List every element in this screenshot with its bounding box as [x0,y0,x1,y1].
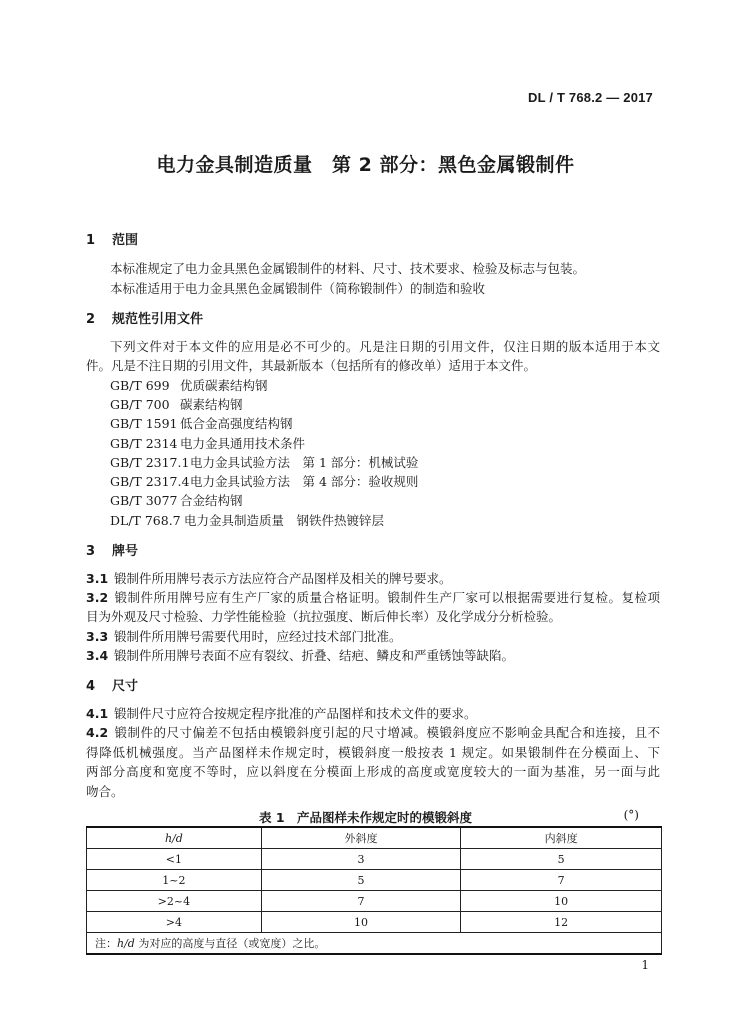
table-title: 表 1 产品图样未作规定时的模锻斜度 [258,810,473,825]
clause-number: 4.1 [86,706,109,721]
reference-name: 低合金高强度结构钢 [180,416,293,431]
reference-name: 电力金具试验方法 第 4 部分：验收规则 [190,474,419,489]
table-cell: 12 [461,912,662,933]
reference-item [110,414,293,432]
reference-code: GB/T 1591 [110,416,178,431]
section-number: 4 [86,679,96,694]
reference-item [110,434,305,452]
page-number: 1 [641,958,649,972]
table-header-row [87,827,662,849]
section-4-heading [86,675,138,694]
table-note-row [87,933,662,955]
clause-text: 锻制件尺寸应符合按规定程序批准的产品图样和技术文件的要求。 [113,706,477,721]
section-number: 2 [86,312,96,327]
reference-name: 碳素结构钢 [180,397,243,412]
reference-name: 合金结构钢 [180,493,243,508]
clause-3-4 [86,646,514,664]
paragraph-line: 本标准适用于电力金具黑色金属锻制件（简称锻制件）的制造和验收 [110,281,486,296]
clause-text-continued: 得降低机械强度。当产品图样未作规定时，模锻斜度一般按表 1 规定。如果锻制件在分模面上、下 [86,745,660,760]
table-cell: 1~2 [87,870,262,891]
standard-code: DL / T 768.2 — 2017 [528,90,653,105]
section-title: 牌号 [112,544,139,559]
table-cell: 7 [261,891,461,912]
table-cell: 10 [261,912,461,933]
paragraph-line: 件。凡是不注日期的引用文件，其最新版本（包括所有的修改单）适用于本文件。 [86,358,537,373]
note-text: 为对应的高度与直径（或宽度）之比。 [134,937,326,950]
table-row [87,891,662,912]
clause-3-1 [86,569,452,587]
column-header: 外斜度 [261,827,461,849]
table-cell: >2~4 [87,891,262,912]
section-3-heading [86,540,138,559]
note-prefix: 注： [95,937,117,950]
reference-name: 电力金具试验方法 第 1 部分：机械试验 [190,455,419,470]
section-title: 规范性引用文件 [112,312,204,327]
clause-text: 锻制件所用牌号表示方法应符合产品图样及相关的牌号要求。 [113,571,452,586]
clause-number: 3.1 [86,571,109,586]
section-number: 1 [86,233,96,248]
reference-name: 优质碳素结构钢 [180,378,268,393]
clause-text-continued: 目为外观及尺寸检验、力学性能检验（抗拉强度、断后伸长率）及化学成分分析检验。 [86,609,562,624]
table-cell: 10 [461,891,662,912]
section-title: 范围 [112,233,139,248]
draft-angle-table [86,826,662,955]
clause-4-1 [86,704,477,722]
reference-item [110,511,384,529]
column-header: 内斜度 [461,827,662,849]
paragraph-line: 本标准规定了电力金具黑色金属锻制件的材料、尺寸、技术要求、检验及标志与包装。 [110,261,586,276]
reference-code: GB/T 2317.4 [110,474,190,489]
table-row [87,912,662,933]
table-cell: >4 [87,912,262,933]
reference-code: GB/T 2317.1 [110,455,190,470]
clause-text: 锻制件所用牌号需要代用时，应经过技术部门批准。 [113,629,402,644]
note-variable: h/d [117,937,135,950]
clause-number: 3.2 [86,590,109,605]
clause-text-continued: 两部分高度和宽度不等时，应以斜度在分模面上形成的高度或宽度较大的一面为基准，另一面与此 [86,764,660,779]
clause-3-2 [86,588,660,606]
clause-3-3 [86,627,402,645]
reference-code: GB/T 2314 [110,436,178,451]
reference-item [110,395,243,413]
clause-text: 锻制件所用牌号表面不应有裂纹、折叠、结疤、鳞皮和严重锈蚀等缺陷。 [113,648,514,663]
table-row [87,870,662,891]
reference-item [110,472,418,490]
table-cell: <1 [87,849,262,870]
reference-item [110,376,268,394]
table-cell: 5 [261,870,461,891]
reference-name: 电力金具通用技术条件 [180,436,306,451]
section-1-heading [86,229,138,248]
table-row [87,849,662,870]
reference-code: GB/T 3077 [110,493,178,508]
reference-item [110,491,243,509]
reference-item [110,453,418,471]
clause-number: 3.4 [86,648,109,663]
clause-number: 3.3 [86,629,109,644]
clause-number: 4.2 [86,725,109,740]
clause-text-continued: 吻合。 [86,784,124,799]
section-2-heading [86,308,203,327]
table-unit: (°) [623,808,639,822]
section-number: 3 [86,544,96,559]
document-title: 电力金具制造质量 第 2 部分：黑色金属锻制件 [156,154,575,176]
reference-name: 电力金具制造质量 钢铁件热镀锌层 [184,513,385,528]
clause-text: 锻制件的尺寸偏差不包括由模锻斜度引起的尺寸增减。模锻斜度应不影响金具配合和连接，且不 [114,725,660,740]
reference-code: GB/T 700 [110,397,170,412]
clause-text: 锻制件所用牌号应有生产厂家的质量合格证明。锻制件生产厂家可以根据需要进行复检。复检项 [114,590,660,605]
clause-4-2 [86,723,660,741]
column-header: h/d [87,827,262,849]
table-cell: 5 [461,849,662,870]
reference-code: GB/T 699 [110,378,170,393]
paragraph-line: 下列文件对于本文件的应用是必不可少的。凡是注日期的引用文件，仅注日期的版本适用于本文 [110,339,660,354]
table-cell: 3 [261,849,461,870]
reference-code: DL/T 768.7 [110,513,181,528]
section-title: 尺寸 [112,679,139,694]
table-cell: 7 [461,870,662,891]
table-note [87,933,662,955]
